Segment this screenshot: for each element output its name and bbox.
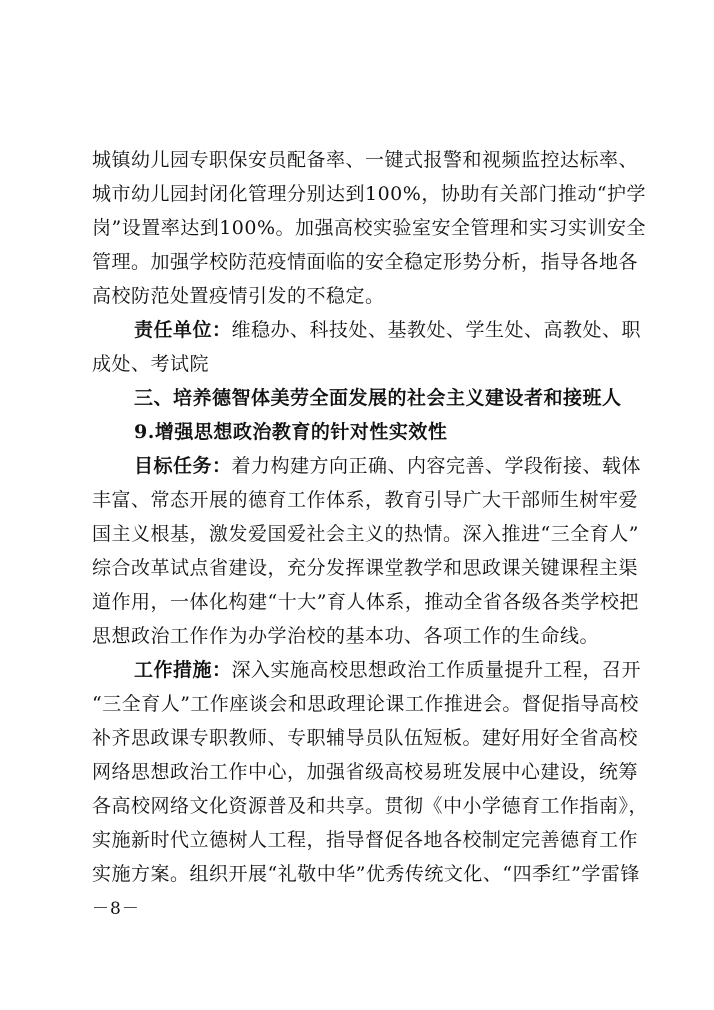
responsibility-line-2: 成处、考试院 <box>92 353 210 375</box>
goal-label: 目标任务： <box>134 455 232 477</box>
paragraph-line: 实施新时代立德树人工程，指导督促各地各校制定完善德育工作 <box>92 829 639 851</box>
paragraph-line: 管理。加强学校防范疫情面临的安全稳定形势分析，指导各地各 <box>92 251 639 273</box>
paragraph-line: “三全育人”工作座谈会和思政理论课工作推进会。督促指导高校 <box>92 693 639 715</box>
measures-text: 深入实施高校思想政治工作质量提升工程，召开 <box>231 659 642 681</box>
paragraph-line: 城镇幼儿园专职保安员配备率、一键式报警和视频监控达标率、 <box>92 149 639 171</box>
paragraph-line: 城市幼儿园封闭化管理分别达到100%，协助有关部门推动“护学 <box>92 183 647 205</box>
goal-text: 着力构建方向正确、内容完善、学段衔接、载体 <box>231 455 642 477</box>
paragraph-line: 丰富、常态开展的德育工作体系，教育引导广大干部师生树牢爱 <box>92 489 639 511</box>
responsibility-text: 维稳办、科技处、基教处、学生处、高教处、职 <box>231 319 642 341</box>
paragraph-line: 岗”设置率达到100%。加强高校实验室安全管理和实习实训安全 <box>92 217 647 239</box>
paragraph-line: 思想政治工作作为办学治校的基本功、各项工作的生命线。 <box>92 625 600 647</box>
goal-line <box>134 454 642 478</box>
measures-label: 工作措施： <box>134 659 232 681</box>
paragraph-line: 实施方案。组织开展“礼敬中华”优秀传统文化、“四季红”学雷锋 <box>92 863 640 885</box>
paragraph-line: 道作用，一体化构建“十大”育人体系，推动全省各级各类学校把 <box>92 591 639 613</box>
measures-line <box>134 658 642 682</box>
paragraph-line: 网络思想政治工作中心，加强省级高校易班发展中心建设，统筹 <box>92 761 639 783</box>
paragraph-line: 综合改革试点省建设，充分发挥课堂教学和思政课关键课程主渠 <box>92 557 639 579</box>
paragraph-line: 补齐思政课专职教师、专职辅导员队伍短板。建好用好全省高校 <box>92 727 639 749</box>
subsection-heading: 9.增强思想政治教育的针对性实效性 <box>134 421 448 443</box>
responsibility-label: 责任单位： <box>134 319 232 341</box>
paragraph-line: 国主义根基，激发爱国爱社会主义的热情。深入推进“三全育人” <box>92 523 639 545</box>
section-heading: 三、培养德智体美劳全面发展的社会主义建设者和接班人 <box>134 387 622 409</box>
paragraph-line: 各高校网络文化资源普及和共享。贯彻《中小学德育工作指南》， <box>92 795 649 817</box>
page-number: －8－ <box>92 899 140 919</box>
paragraph-line: 高校防范处置疫情引发的不稳定。 <box>92 285 385 307</box>
responsibility-line <box>134 318 642 342</box>
